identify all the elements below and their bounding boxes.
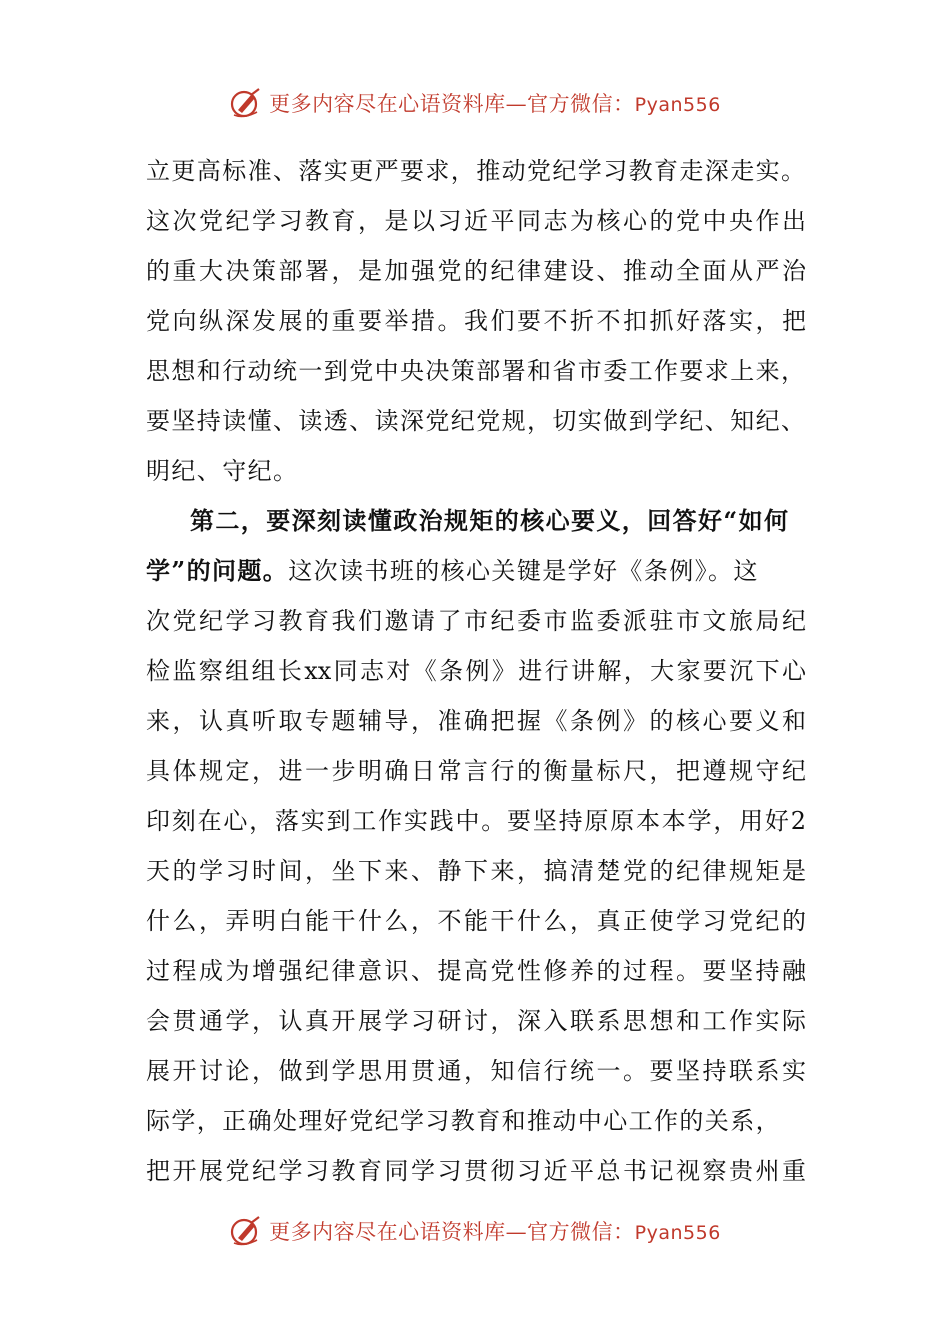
section-heading-tail: 学”的问题。 [146,556,289,585]
text-line [146,546,806,596]
text-line: 党向纵深发展的重要举措。我们要不折不扣抓好落实，把 [146,307,806,335]
section-heading: 第二，要深刻读懂政治规矩的核心要义，回答好“如何 [190,506,790,535]
text-line: 具体规定，进一步明确日常言行的衡量标尺，把遵规守纪 [146,757,806,785]
text-line: 天的学习时间，坐下来、静下来，搞清楚党的纪律规矩是 [146,857,806,885]
header-watermark-banner [0,83,950,123]
wechat-id: Pyan556 [634,1222,721,1244]
document-body [146,146,806,1196]
banner-text: 更多内容尽在心语资料库—官方微信：Pyan556 [269,1220,721,1244]
text-line: 会贯通学，认真开展学习研讨，深入联系思想和工作实际 [146,1007,806,1035]
text-line: 印刻在心，落实到工作实践中。要坚持原原本本学，用好2 [146,807,806,835]
text-line: 际学，正确处理好党纪学习教育和推动中心工作的关系， [146,1107,781,1135]
text-line: 把开展党纪学习教育同学习贯彻习近平总书记视察贵州重 [146,1157,806,1185]
text-line: 明纪、守纪。 [146,457,299,485]
text-line: 什么，弄明白能干什么，不能干什么，真正使学习党纪的 [146,907,806,935]
text-span: 这次读书班的核心关键是学好《条例》。这 [288,557,759,585]
text-line: 思想和行动统一到党中央决策部署和省市委工作要求上来， [146,357,806,385]
banner-text: 更多内容尽在心语资料库—官方微信：Pyan556 [269,92,721,116]
text-line: 过程成为增强纪律意识、提高党性修养的过程。要坚持融 [146,957,806,985]
text-line: 展开讨论，做到学思用贯通，知信行统一。要坚持联系实 [146,1057,806,1085]
footer-watermark-banner [0,1211,950,1251]
text-line: 检监察组组长xx同志对《条例》进行讲解，大家要沉下心 [146,657,806,685]
text-line: 次党纪学习教育我们邀请了市纪委市监委派驻市文旅局纪 [146,607,806,635]
pen-logo-icon [229,1214,263,1248]
text-line: 要坚持读懂、读透、读深党纪党规，切实做到学纪、知纪、 [146,407,806,435]
text-line: 来，认真听取专题辅导，准确把握《条例》的核心要义和 [146,707,806,735]
wechat-id: Pyan556 [634,94,721,116]
text-line: 这次党纪学习教育，是以习近平同志为核心的党中央作出 [146,207,806,235]
text-line: 的重大决策部署，是加强党的纪律建设、推动全面从严治 [146,257,806,285]
pen-logo-icon [229,86,263,120]
text-line: 立更高标准、落实更严要求，推动党纪学习教育走深走实。 [146,157,806,185]
